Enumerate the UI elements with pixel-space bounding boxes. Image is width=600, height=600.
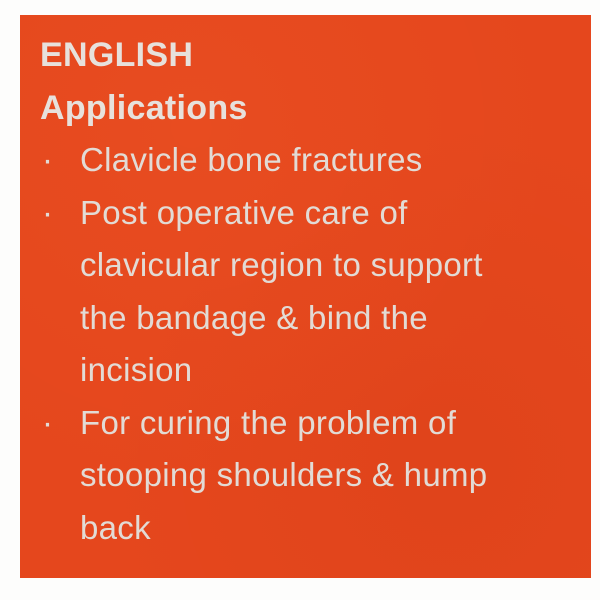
- bullet-line: For curing the problem of: [80, 403, 457, 441]
- bullet-line: stooping shoulders & hump: [80, 456, 488, 493]
- label-panel: [20, 15, 591, 578]
- bullet-marker: ·: [42, 141, 53, 178]
- bullet-text: [80, 134, 581, 187]
- bullet-item-stooping-shoulders: [40, 397, 581, 555]
- section-heading: Applications: [40, 88, 248, 127]
- bullet-line: incision: [80, 351, 193, 388]
- bullet-line: Post operative care of: [80, 193, 408, 231]
- language-heading: ENGLISH: [40, 36, 194, 74]
- bullet-text: [80, 187, 581, 397]
- bullet-item-post-operative-care: [40, 187, 581, 397]
- bullet-item-clavicle-fractures: [40, 134, 581, 187]
- bullet-line: back: [80, 508, 151, 546]
- bullet-line: Clavicle bone fractures: [80, 141, 423, 178]
- bullet-text: [80, 397, 581, 555]
- bullet-line: clavicular region to support: [80, 246, 483, 283]
- bullet-marker: ·: [42, 193, 53, 231]
- bullet-marker: ·: [42, 403, 53, 441]
- bullet-line: the bandage & bind the: [80, 298, 428, 336]
